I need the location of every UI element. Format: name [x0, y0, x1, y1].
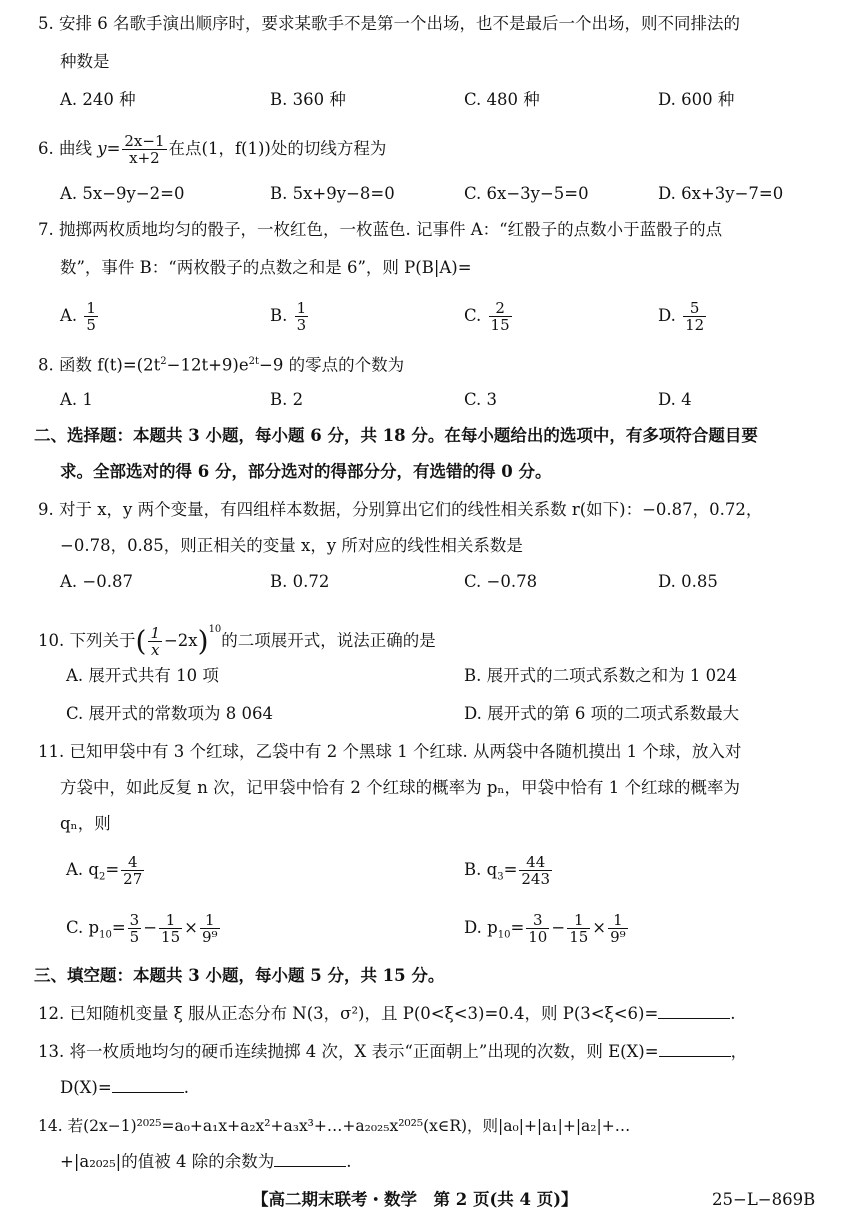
q11-c-label: C. p	[66, 918, 100, 937]
q5-line1: 5. 安排 6 名歌手演出顺序时，要求某歌手不是第一个出场，也不是最后一个出场，则不同排法的	[38, 14, 740, 33]
q11-a-label: A. q	[66, 860, 99, 879]
q7-line1: 7. 抛掷两枚质地均匀的骰子，一枚红色，一枚蓝色. 记事件 A：“红骰子的点数小于蓝骰子的点	[38, 220, 723, 239]
q12-stem: 12. 已知随机变量 ξ 服从正态分布 N(3，σ²)，且 P(0<ξ<3)=0.4，则 P(3<ξ<6)= .	[38, 1004, 736, 1023]
section2-line1: 二、选择题：本题共 3 小题，每小题 6 分，共 18 分。在每小题给出的选项中，有多项符合题目要	[34, 426, 758, 445]
q10-exp: 10	[208, 624, 222, 635]
q11-a-eq: =	[105, 860, 120, 879]
q7-a-frac	[84, 300, 98, 333]
q11-c-frac2	[159, 912, 182, 945]
q11-option-b	[464, 852, 554, 895]
q7-a-label: A.	[60, 306, 78, 325]
q7-c-num: 2	[489, 300, 512, 317]
q8-pre: 8. 函数 f(t)=(2t	[38, 355, 161, 375]
q11-d-frac1	[526, 912, 549, 945]
q11-option-c	[66, 910, 222, 953]
q11-b-den: 243	[521, 870, 551, 888]
q11-b-label: B. q	[464, 860, 498, 879]
q11-option-a	[66, 852, 146, 895]
q13-answer-blank-dx[interactable]	[112, 1076, 184, 1093]
q13-line1: 13. 将一枚质地均匀的硬币连续抛掷 4 次，X 表示“正面朝上”出现的次数，则 E(X)= ，	[38, 1042, 748, 1061]
q11-c-sub: 10	[99, 929, 112, 941]
q7-option-a	[60, 298, 100, 334]
q11-d-frac2	[567, 912, 590, 945]
q6-prefix: 6. 曲线	[38, 139, 98, 158]
q6-option-a: A. 5x−9y−2=0	[60, 184, 185, 203]
q7-b-label: B.	[270, 306, 288, 325]
q10-num: 1	[150, 624, 160, 642]
q5-option-d: D. 600 种	[658, 90, 735, 109]
q11-line1: 11. 已知甲袋中有 3 个红球，乙袋中有 2 个黑球 1 个红球. 从两袋中各随机摸出 1 个球，放入对	[38, 742, 742, 761]
q6-eq: =	[106, 139, 121, 158]
q14-line1: 14. 若(2x−1)²⁰²⁵=a₀+a₁x+a₂x²+a₃x³+…+a₂₀₂₅x²⁰²⁵(x∈R)，则|a₀|+|a₁|+|a₂|+…	[38, 1117, 631, 1135]
q11-option-d	[464, 910, 630, 953]
q10-open-paren: (	[135, 624, 147, 658]
q9-line2: −0.78，0.85，则正相关的变量 x，y 所对应的线性相关系数是	[60, 536, 523, 555]
q6-num: 2x−1	[124, 132, 165, 150]
q10-option-c: C. 展开式的常数项为 8 064	[66, 704, 274, 723]
q11-a-den: 27	[123, 870, 143, 888]
q9-option-d: D. 0.85	[658, 572, 718, 591]
q11-b-sub: 3	[497, 871, 504, 883]
q11-d-d1: 10	[528, 928, 548, 946]
q8-option-d: D. 4	[658, 390, 692, 409]
q11-d-n1: 3	[526, 912, 549, 929]
q6-den: x+2	[129, 149, 160, 167]
q11-d-label: D. p	[464, 918, 498, 937]
q6-y: y	[97, 139, 107, 158]
q12-answer-blank[interactable]	[658, 1002, 730, 1019]
q11-a-frac	[121, 854, 144, 887]
q8-option-b: B. 2	[270, 390, 304, 409]
q10-prefix: 10. 下列关于	[38, 631, 136, 650]
q11-d-eq: =	[510, 918, 525, 937]
q11-b-eq: =	[503, 860, 518, 879]
section2-line2: 求。全部选对的得 6 分，部分选对的得部分分，有选错的得 0 分。	[60, 462, 552, 481]
q7-option-c	[464, 298, 514, 334]
q8-stem	[38, 350, 830, 378]
q7-option-d	[658, 298, 708, 334]
q7-line2: 数”，事件 B：“两枚骰子的点数之和是 6”，则 P(B|A)=	[60, 258, 472, 277]
q8-sup1: 2	[160, 356, 167, 367]
q11-c-d2: 15	[161, 928, 181, 946]
q11-d-n2: 1	[567, 912, 590, 929]
q10-close-paren: )	[197, 624, 209, 658]
q5-option-c: C. 480 种	[464, 90, 540, 109]
q11-line3: qₙ，则	[60, 814, 111, 833]
q11-b-num: 44	[519, 854, 552, 871]
q5-option-b: B. 360 种	[270, 90, 346, 109]
q14-text2: +|a₂₀₂₅|的值被 4 除的余数为	[60, 1152, 275, 1171]
q8-sup2: 2t	[248, 356, 259, 367]
q14-answer-blank[interactable]	[274, 1150, 346, 1167]
q7-b-num: 1	[296, 299, 307, 317]
q7-a-den: 5	[86, 316, 96, 334]
q7-b-den: 3	[296, 316, 307, 334]
q7-a-num: 1	[86, 299, 96, 317]
q11-d-d3: 9⁹	[610, 928, 626, 946]
q11-c-d3: 9⁹	[201, 928, 218, 946]
q7-c-label: C.	[464, 306, 482, 325]
footer-code: 25−L−869B	[712, 1190, 816, 1209]
q7-b-frac	[295, 300, 309, 333]
section3-heading: 三、填空题：本题共 3 小题，每小题 5 分，共 15 分。	[34, 966, 445, 985]
q5-line2: 种数是	[60, 52, 110, 71]
q11-a-num: 4	[121, 854, 144, 871]
q13-text1: 13. 将一枚质地均匀的硬币连续抛掷 4 次，X 表示“正面朝上”出现的次数，则 E(X)=	[38, 1042, 659, 1061]
q11-d-sub: 10	[497, 929, 511, 941]
q8-post: −9 的零点的个数为	[259, 355, 405, 375]
q11-d-d2: 15	[569, 928, 589, 946]
q13-line2: D(X)= .	[60, 1078, 189, 1097]
q13-text2: D(X)=	[60, 1078, 112, 1097]
q14-line2: +|a₂₀₂₅|的值被 4 除的余数为 .	[60, 1152, 352, 1171]
q10-option-b: B. 展开式的二项式系数之和为 1 024	[464, 666, 738, 685]
q10-option-d: D. 展开式的第 6 项的二项式系数最大	[464, 704, 740, 723]
q11-a-sub: 2	[98, 871, 106, 883]
q11-c-n1: 3	[129, 911, 140, 929]
q6-suffix: 在点(1，f(1))处的切线方程为	[168, 139, 387, 158]
q9-line1: 9. 对于 x，y 两个变量，有四组样本数据，分别算出它们的线性相关系数 r(如下)：−0.87，0.72，	[38, 500, 763, 519]
q11-line2: 方袋中，如此反复 n 次，记甲袋中恰有 2 个红球的概率为 pₙ，甲袋中恰有 1 个红球的概率为	[60, 778, 741, 797]
q6-fraction	[122, 133, 166, 166]
q7-d-frac	[683, 300, 706, 333]
q11-d-times: ×	[592, 918, 607, 937]
q11-c-n2: 1	[159, 912, 182, 929]
q7-d-label: D.	[658, 306, 676, 325]
q6-option-b: B. 5x+9y−8=0	[270, 184, 395, 203]
q11-b-frac	[519, 854, 552, 887]
q10-option-a: A. 展开式共有 10 项	[66, 666, 219, 685]
q8-mid: −12t+9)e	[166, 355, 249, 375]
q7-option-b	[270, 298, 310, 334]
q8-option-a: A. 1	[60, 390, 93, 409]
q11-c-n3: 1	[200, 912, 220, 929]
q11-d-frac3	[608, 912, 628, 945]
q12-text: 12. 已知随机变量 ξ 服从正态分布 N(3，σ²)，且 P(0<ξ<3)=0.4，则 P(3<ξ<6)=	[38, 1004, 659, 1023]
q11-c-times: ×	[184, 918, 198, 937]
q10-stem	[38, 612, 830, 660]
footer-center: 【高二期末联考・数学 第 2 页(共 4 页)】	[252, 1190, 578, 1209]
q10-den: x	[150, 641, 160, 659]
q5-option-a: A. 240 种	[60, 90, 136, 109]
q13-answer-blank-ex[interactable]	[659, 1040, 731, 1057]
q8-option-c: C. 3	[464, 390, 498, 409]
q10-fraction	[148, 625, 162, 658]
q7-d-num: 5	[683, 300, 706, 317]
q9-option-c: C. −0.78	[464, 572, 538, 591]
q6-option-d: D. 6x+3y−7=0	[658, 184, 784, 203]
q11-c-frac1	[128, 912, 142, 945]
q7-d-den: 12	[685, 316, 705, 334]
q11-d-minus: −	[551, 918, 566, 937]
q7-c-frac	[489, 300, 512, 333]
q9-option-a: A. −0.87	[60, 572, 133, 591]
q6-option-c: C. 6x−3y−5=0	[464, 184, 589, 203]
q11-c-frac3	[200, 912, 220, 945]
q9-option-b: B. 0.72	[270, 572, 330, 591]
q11-c-eq: =	[111, 918, 126, 937]
q10-inner: −2x	[163, 631, 198, 650]
q11-d-n3: 1	[608, 912, 628, 929]
q11-c-minus: −	[143, 918, 158, 937]
q7-c-den: 15	[490, 316, 510, 334]
q6-stem	[38, 132, 830, 166]
q11-c-d1: 5	[129, 928, 140, 946]
q10-suffix: 的二项展开式，说法正确的是	[221, 631, 436, 650]
